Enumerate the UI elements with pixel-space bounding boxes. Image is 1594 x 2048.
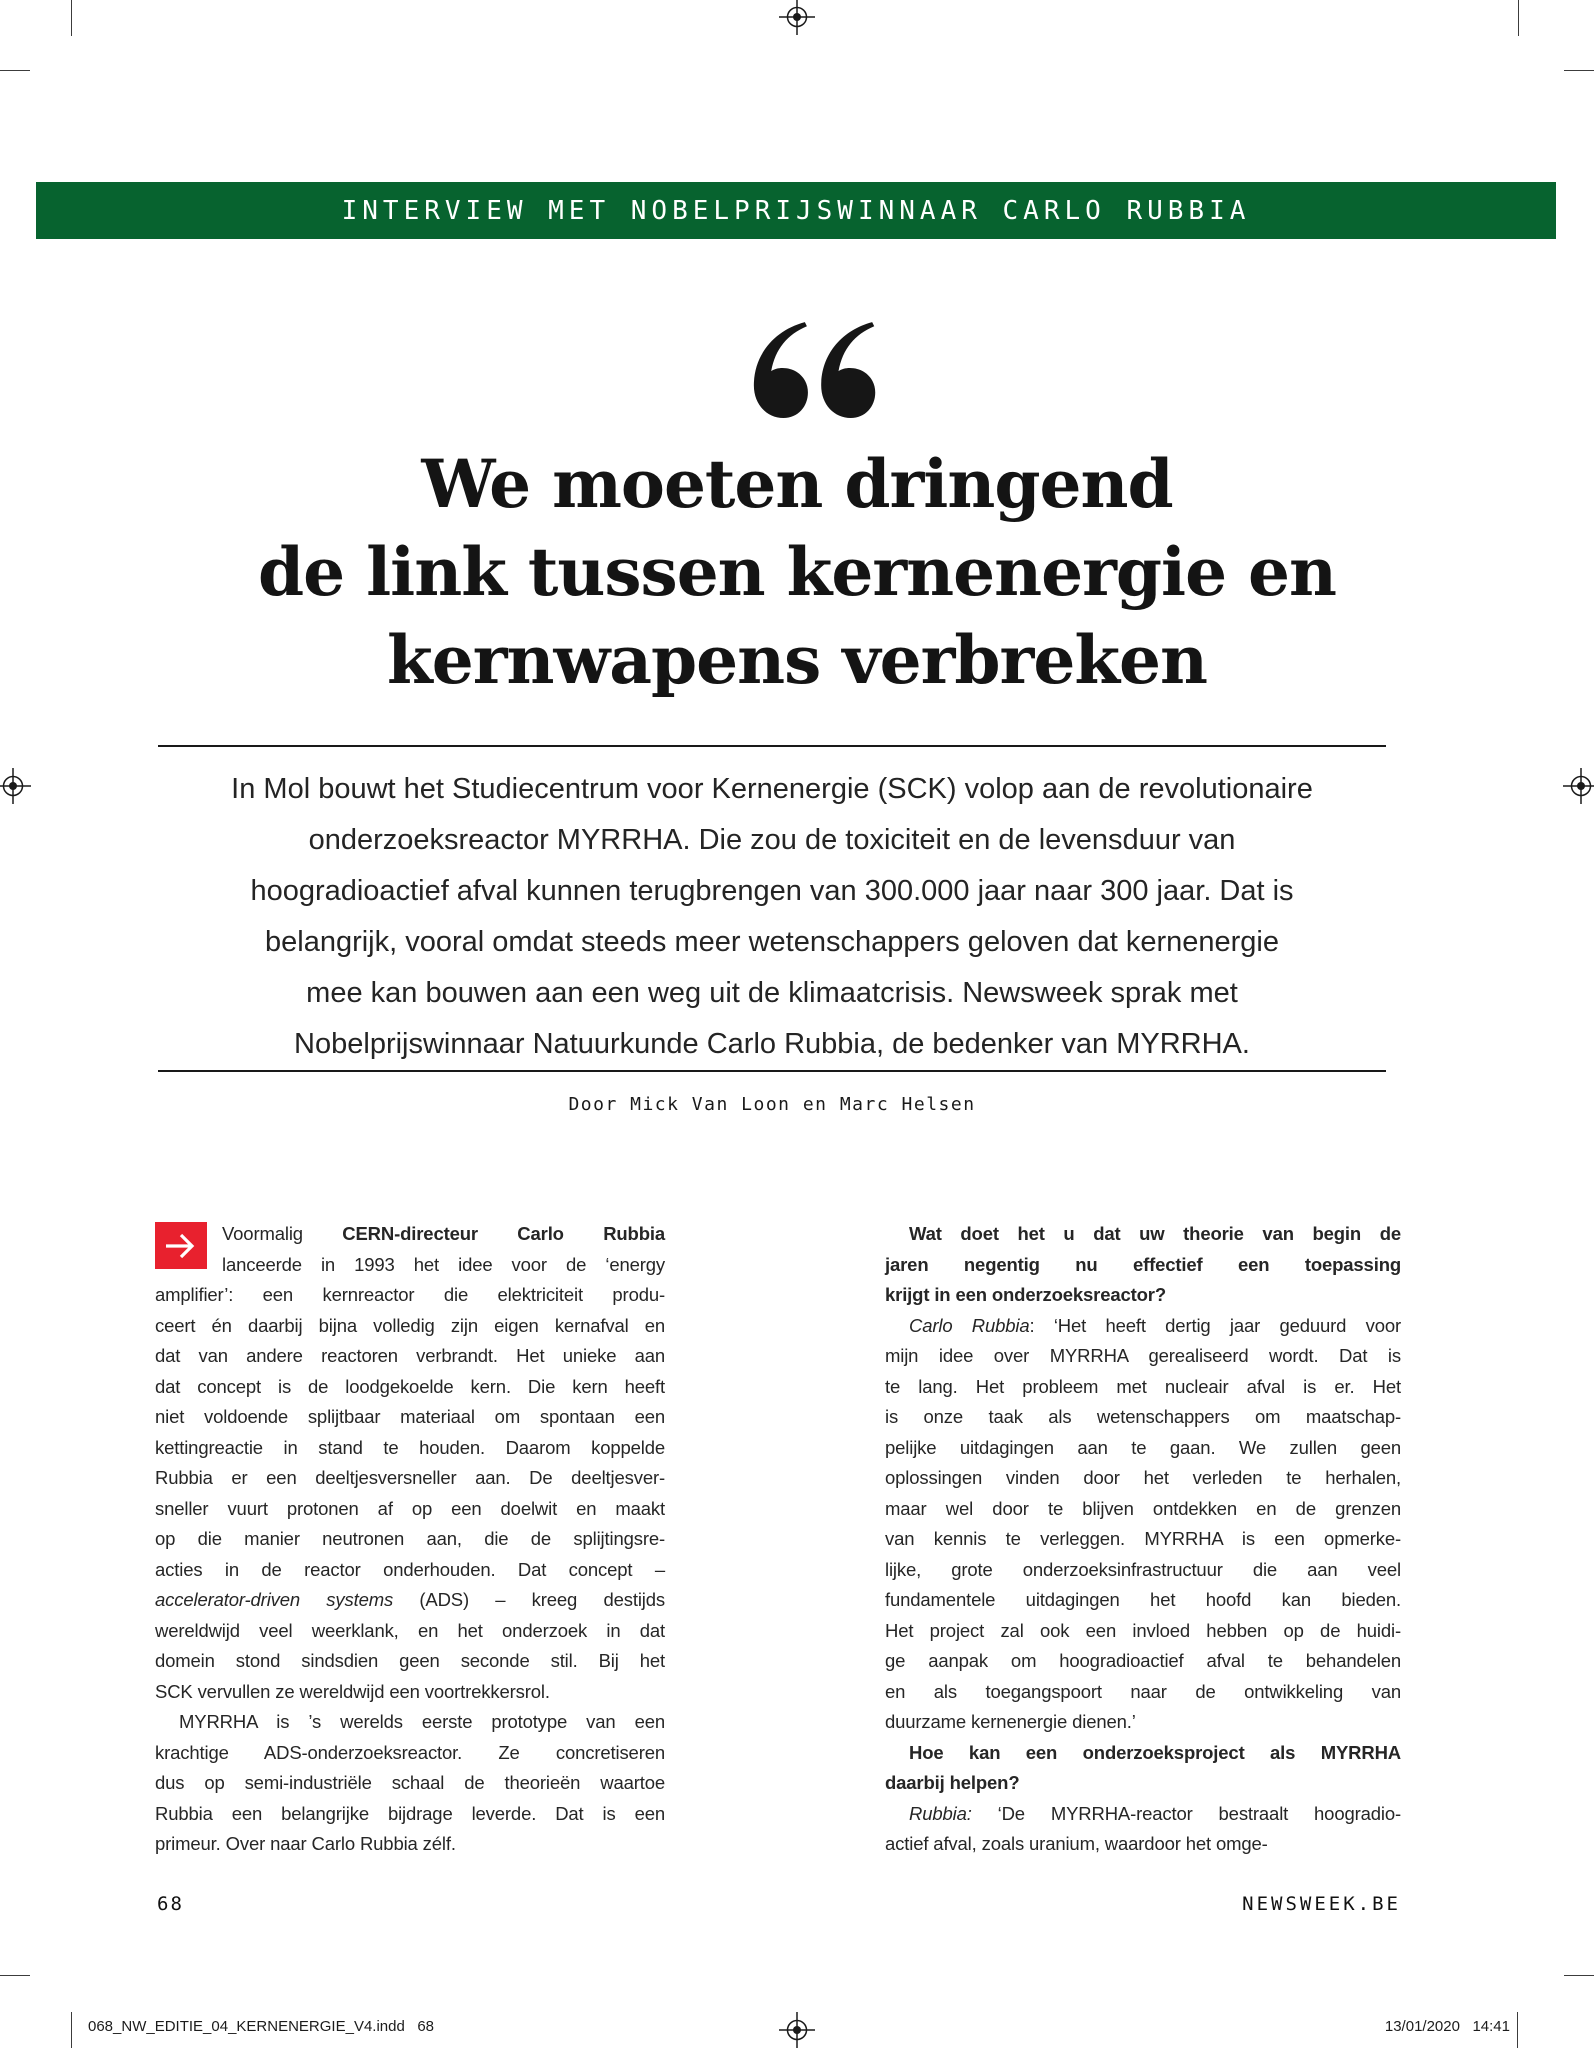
text-line: acties in de reactor onderhouden. Dat concept –	[155, 1558, 665, 1580]
article-column-left	[155, 1219, 665, 1860]
page-number: 68	[157, 1893, 184, 1915]
intro-line: onderzoeksreactor MYRRHA. Die zou de toxiciteit en de levensduur van	[308, 824, 1236, 856]
text-line: dat van andere reactoren verbrandt. Het unieke aan	[155, 1345, 665, 1366]
section-banner-label: INTERVIEW MET NOBELPRIJSWINNAAR CARLO RUBBIA	[341, 195, 1251, 226]
text-line: Rubbia: ‘De MYRRHA-reactor bestraalt hoogradio-	[909, 1802, 1401, 1824]
text-line: fundamentele uitdagingen het hoofd kan bieden.	[885, 1589, 1401, 1610]
text-line: ceert én daarbij bijna volledig zijn eigen kernafval en	[155, 1314, 665, 1336]
text-line: Voormalig CERN-directeur Carlo Rubbia	[222, 1223, 665, 1244]
text-line: van kennis te verleggen. MYRRHA is een opmerke-	[885, 1528, 1401, 1549]
text-line: lijke, grote onderzoeksinfrastructuur die aan veel	[885, 1558, 1401, 1580]
divider-bottom	[158, 1070, 1386, 1072]
text-line: actief afval, zoals uranium, waardoor het omge-	[885, 1833, 1268, 1854]
text-line: niet voldoende splijtbaar materiaal om spontaan een	[155, 1406, 665, 1427]
text-line: pelijke uitdagingen aan te gaan. We zullen geen	[885, 1436, 1401, 1458]
site-label: NEWSWEEK.BE	[1242, 1893, 1401, 1915]
headline	[80, 440, 1514, 704]
text-line: wereldwijd veel weerklank, en het onderzoek in dat	[155, 1619, 665, 1641]
text-line: en als toegangspoort naar de ontwikkeling van	[885, 1680, 1401, 1702]
text-line: dat concept is de loodgekoelde kern. Die kern heeft	[155, 1375, 665, 1397]
article-paragraph	[155, 1707, 665, 1860]
text-line: ge aanpak om hoogradioactief afval te behandelen	[885, 1650, 1401, 1671]
text-line: te lang. Het probleem met nucleair afval is er. Het	[885, 1375, 1401, 1397]
text-line: krijgt in een onderzoeksreactor?	[885, 1284, 1167, 1305]
text-line: mijn idee over MYRRHA gerealiseerd wordt. Dat is	[885, 1345, 1401, 1366]
text-line: maar wel door te blijven ontdekken en de grenzen	[885, 1497, 1401, 1519]
text-line: Rubbia een belangrijke bijdrage leverde. Dat is een	[155, 1802, 665, 1824]
crop-mark-left-bottom	[0, 1975, 30, 1976]
crop-mark-bottom-right	[1517, 2012, 1518, 2048]
registration-mark-icon	[779, 2012, 815, 2048]
headline-line: kernwapens verbreken	[386, 621, 1208, 699]
arrow-right-icon	[155, 1222, 207, 1269]
intro-paragraph	[158, 764, 1386, 1070]
intro-line: belangrijk, vooral omdat steeds meer wetenschappers geloven dat kernenergie	[265, 926, 1279, 958]
intro-line: mee kan bouwen aan een weg uit de klimaatcrisis. Newsweek sprak met	[306, 977, 1238, 1009]
article-paragraph	[885, 1799, 1401, 1860]
crop-mark-bottom-left	[71, 2012, 72, 2048]
text-line: Wat doet het u dat uw theorie van begin de	[909, 1223, 1401, 1244]
text-line: amplifier’: een kernreactor die elektriciteit produ-	[155, 1284, 665, 1305]
text-line: MYRRHA is ’s werelds eerste prototype van een	[179, 1711, 665, 1732]
intro-line: Nobelprijswinnaar Natuurkunde Carlo Rubbia, de bedenker van MYRRHA.	[294, 1028, 1250, 1060]
article-paragraph	[155, 1219, 665, 1707]
article-column-right	[885, 1219, 1401, 1860]
text-line: domein stond sindsdien geen seconde stil. Bij het	[155, 1650, 665, 1671]
text-line: Het project zal ook een invloed hebben op de huidi-	[885, 1619, 1401, 1641]
text-line: op die manier neutronen aan, die de splijtingsre-	[155, 1528, 665, 1549]
article-paragraph	[885, 1311, 1401, 1738]
headline-line: de link tussen kernenergie en	[257, 533, 1337, 611]
section-banner	[36, 182, 1556, 239]
registration-mark-icon	[779, 0, 815, 35]
byline: Door Mick Van Loon en Marc Helsen	[568, 1094, 976, 1115]
text-line: dus op semi-industriële schaal de theorieën waartoe	[155, 1772, 665, 1793]
divider-top	[158, 745, 1386, 747]
text-line: SCK vervullen ze wereldwijd een voortrekkersrol.	[155, 1680, 550, 1702]
print-datetime: 13/01/2020 14:41	[1384, 2018, 1510, 2035]
text-line: daarbij helpen?	[885, 1772, 1020, 1793]
registration-mark-icon	[0, 768, 31, 804]
interview-question	[885, 1219, 1401, 1311]
text-line: accelerator-driven systems (ADS) – kreeg destijds	[155, 1589, 665, 1610]
text-line: is onze taak als wetenschappers om maatschap-	[885, 1406, 1401, 1427]
crop-mark-right-bottom	[1564, 1975, 1594, 1976]
text-line: krachtige ADS-onderzoeksreactor. Ze concretiseren	[155, 1741, 665, 1763]
text-line: sneller vuurt protonen af op een doelwit en maakt	[155, 1497, 665, 1519]
text-line: duurzame kernenergie dienen.’	[885, 1711, 1136, 1732]
text-line: oplossingen vinden door het verleden te herhalen,	[885, 1467, 1401, 1488]
text-line: primeur. Over naar Carlo Rubbia zélf.	[155, 1833, 456, 1854]
intro-line: In Mol bouwt het Studiecentrum voor Kernenergie (SCK) volop aan de revolutionaire	[231, 773, 1313, 805]
text-line: Rubbia er een deeltjesversneller aan. De deeltjesver-	[155, 1467, 665, 1488]
text-line: Carlo Rubbia: ‘Het heeft dertig jaar geduurd voor	[909, 1314, 1401, 1336]
interview-question	[885, 1738, 1401, 1799]
crop-mark-top-left	[71, 0, 72, 36]
headline-line: We moeten dringend	[421, 445, 1173, 523]
double-quote-icon	[746, 316, 878, 418]
text-line: Hoe kan een onderzoeksproject als MYRRHA	[909, 1741, 1401, 1763]
crop-mark-left-top	[0, 70, 30, 71]
text-line: lanceerde in 1993 het idee voor de ‘energy	[222, 1253, 665, 1275]
print-file-info: 068_NW_EDITIE_04_KERNENERGIE_V4.indd 68	[88, 2018, 435, 2035]
crop-mark-top-right	[1518, 0, 1519, 36]
crop-mark-right-top	[1564, 70, 1594, 71]
text-line: jaren negentig nu effectief een toepassing	[885, 1253, 1401, 1275]
intro-line: hoogradioactief afval kunnen terugbrengen van 300.000 jaar naar 300 jaar. Dat is	[250, 875, 1294, 907]
registration-mark-icon	[1563, 768, 1594, 804]
text-line: kettingreactie in stand te houden. Daarom koppelde	[155, 1436, 665, 1458]
